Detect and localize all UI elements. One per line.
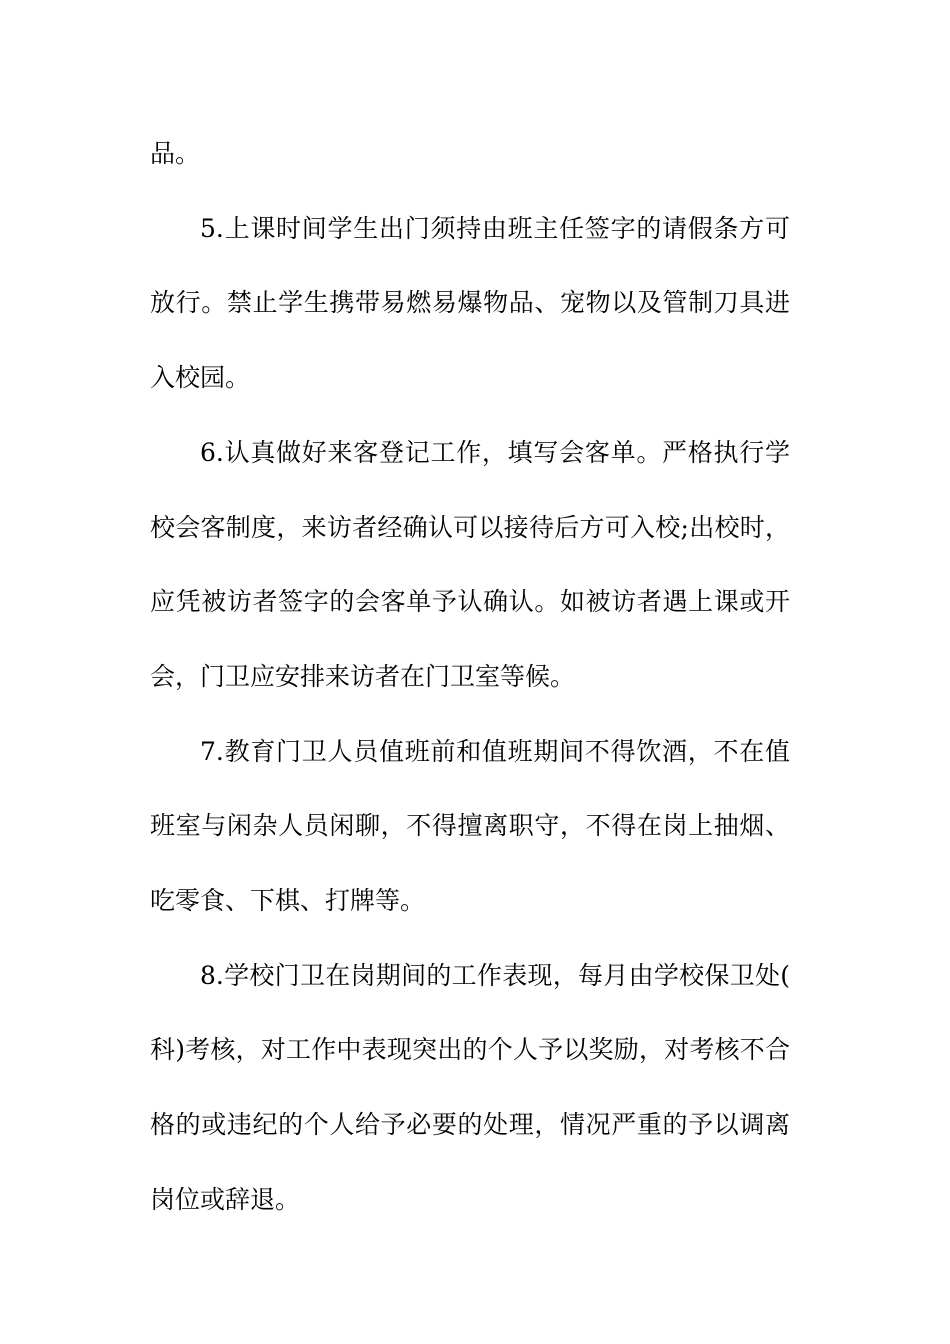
paragraph-item-6: 6.认真做好来客登记工作，填写会客单。严格执行学校会客制度，来访者经确认可以接待后方可入校;出校时，应凭被访者签字的会客单予认确认。如被访者遇上课或开会，门卫应安排来访者在门卫室等候。 — [150, 437, 790, 691]
paragraph-continuation: 品。 — [150, 139, 201, 168]
paragraph-item-8: 8.学校门卫在岗期间的工作表现，每月由学校保卫处(科)考核，对工作中表现突出的个人予以奖励，对考核不合格的或违纪的个人给予必要的处理，情况严重的予以调离岗位或辞退。 — [150, 960, 790, 1214]
paragraph-item-7: 7.教育门卫人员值班前和值班期间不得饮酒，不在值班室与闲杂人员闲聊，不得擅离职守，不得在岗上抽烟、吃零食、下棋、打牌等。 — [150, 736, 790, 916]
document-body — [150, 117, 790, 1238]
paragraph-item-5: 5.上课时间学生出门须持由班主任签字的请假条方可放行。禁止学生携带易燃易爆物品、宠物以及管制刀具进入校园。 — [150, 213, 790, 393]
